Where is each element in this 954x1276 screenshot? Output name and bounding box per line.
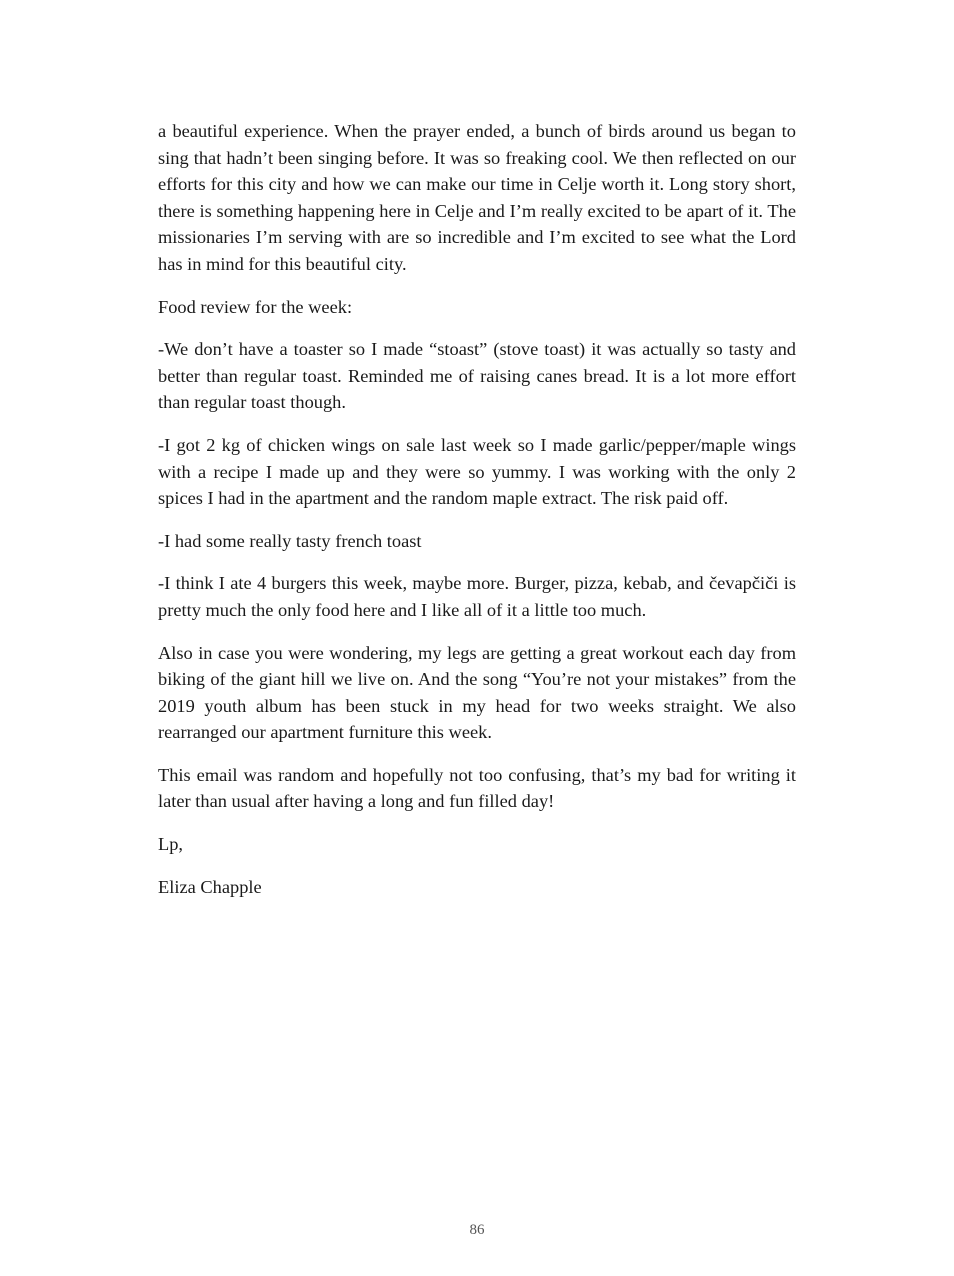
page-number: 86 [469,1222,485,1238]
paragraph-prayer-reflection: a beautiful experience. When the prayer ended, a bunch of birds around us began to sing that hadn’t been singing before. It was so freaking cool. We then reflected on our efforts for this city and how we can make our time in Celje worth it. Long story short, there is something happening here in Celje and I’m really excited to be apart of it. The missionaries I’m serving with are so incredible and I’m excited to see what the Lord has in mind for this beautiful city. [158,121,796,274]
paragraph-french-toast: -I had some really tasty french toast [158,530,422,551]
paragraph-signature-name: Eliza Chapple [158,876,262,897]
paragraph-stoast: -We don’t have a toaster so I made “stoast” (stove toast) it was actually so tasty and better than regular toast. Reminded me of raising canes bread. It is a lot more effort than regular toast though. [158,339,796,413]
paragraph-biking-song: Also in case you were wondering, my legs are getting a great workout each day from biking of the giant hill we live on. And the song “You’re not your mistakes” from the 2019 youth album has been stuck in my head for two weeks straight. We also rearranged our apartment furniture this week. [158,642,796,743]
paragraph-food-review-heading: Food review for the week: [158,296,353,317]
page-body [158,118,796,916]
paragraph-closing-note: This email was random and hopefully not too confusing, that’s my bad for writing it later than usual after having a long and fun filled day! [158,764,796,812]
paragraph-chicken-wings: -I got 2 kg of chicken wings on sale last week so I made garlic/pepper/maple wings with a recipe I made up and they were so yummy. I was working with the only 2 spices I had in the apartment and the random maple extract. The risk paid off. [158,434,796,509]
paragraph-signoff: Lp, [158,834,184,855]
paragraph-burgers: -I think I ate 4 burgers this week, maybe more. Burger, pizza, kebab, and čevapčiči is pretty much the only food here and I like all of it a little too much. [158,573,796,620]
